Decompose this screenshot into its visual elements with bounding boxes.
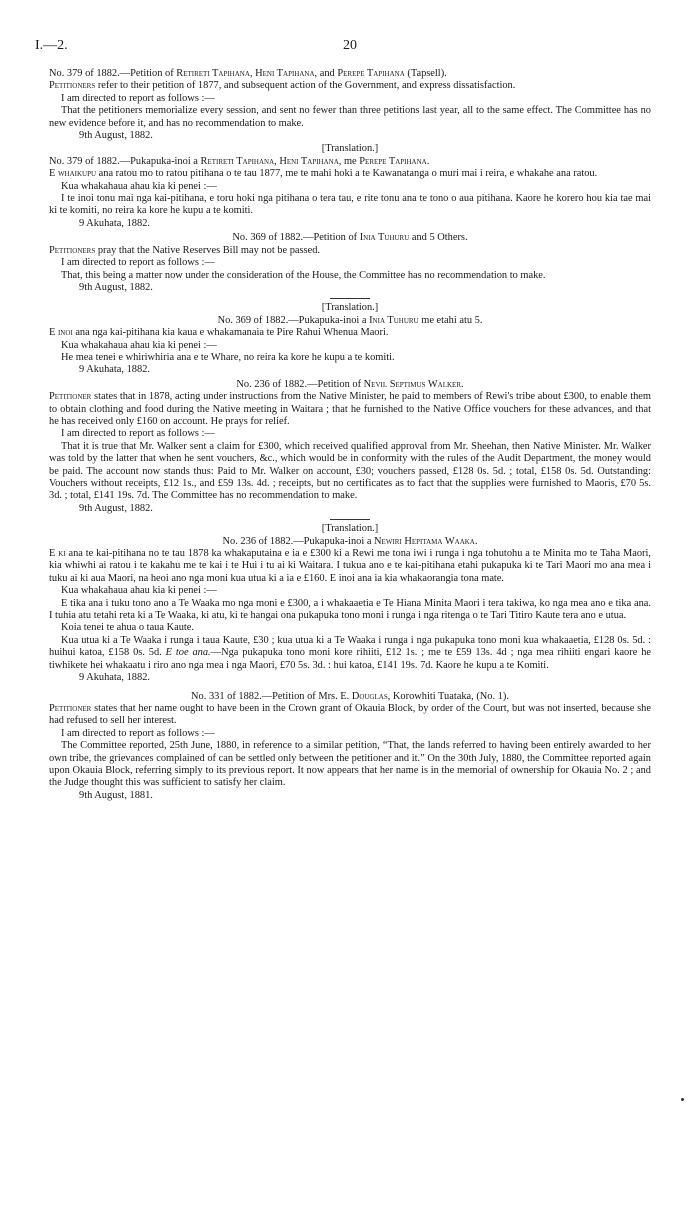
petition-331: [49, 691, 651, 803]
translation-369: [49, 315, 651, 377]
committee-report: The Committee reported, 25th June, 1880, in reference to a similar petition, “That, the lands referred to having been entirely awarded to her own tribe, the grievances complained of can be settled only between the petitioner and it.” On the 30th July, 1880, the Committee reported again upon Okauia Block, referring simply to its previous report. It now appears that her name is in the memorial of ownership for Okauia No. 2 ; and the Judge thought this was sufficient to satisfy her claim.: [49, 740, 651, 789]
report-date: 9 Akuhata, 1882.: [79, 672, 150, 684]
petition-369: [49, 232, 651, 294]
translation-379: [49, 156, 651, 230]
committee-report: That it is true that Mr. Walker sent a claim for £300, which received qualified approval from Mr. Sheehan, then Native Minister. Mr. Walker was told by the latter that when he sent vouchers, &c., which would be in conformity with the rules of the Audit Department, the money would be paid. The account now stands thus: Paid to Mr. Walker on account, £30; vouchers passed, £128 0s. 5d. ; total, £158 0s. 5d. Outstanding: Vouchers without receipts, £12 1s., and £59 13s. 4d. ; receipts, but no certificates as to fact that the supplies were furnished to Maoris, £70 5s. 3d. ; total, £141 19s. 7d. The Committee has no recommendation to make.: [49, 440, 651, 502]
report-date: 9th August, 1882.: [79, 281, 153, 293]
directed-line: I am directed to report as follows :—: [61, 428, 215, 440]
translation-236: [49, 536, 651, 685]
petition-236: [49, 379, 651, 515]
translation-title: No. 379 of 1882.—Pukapuka-inoi a Retireti Tapihana, Heni Tapihana, me Perepe Tapihana.: [49, 155, 430, 167]
page-number: 20: [343, 38, 357, 53]
petition-title: No. 369 of 1882.—Petition of Inia Tuhuru and 5 Others.: [232, 232, 468, 244]
section-divider: [330, 519, 370, 520]
petition-statement: Petitioner states that her name ought to have been in the Crown grant of Okauia Block, by order of the Court, but was not inserted, because she had refused to sell her interest.: [49, 702, 651, 727]
committee-report: That, this being a matter now under the consideration of the House, the Committee has no recommendation to make.: [61, 269, 546, 281]
petition-title: No. 331 of 1882.—Petition of Mrs. E. Douglas, Korowhiti Tuataka, (No. 1).: [191, 690, 509, 702]
report-date: 9 Akuhata, 1882.: [79, 364, 150, 376]
translation-label: [Translation.]: [321, 523, 379, 535]
petition-title: No. 236 of 1882.—Petition of Nevil Septimus Walker.: [236, 378, 464, 390]
translation-label: [Translation.]: [321, 143, 379, 155]
margin-speck: [681, 1098, 684, 1101]
translation-statement: E ki ana te kai-pitihana no te tau 1878 ka whakaputaina e ia e £300 ki a Rewi me tona iwi i runga i nga tohutohu a te Minita mo te Taha Maori, kia whiwhi ai ratou i te kakahu me te kai i te Hui i tu ai ki Waitara. I tukua ano e te kai-pitihana etahi pukapuka ki te Tari Maori mo ana mea i tuku ai ki aua Maori, na heoi ano nga moni kua utua ki a ia e £160. E inoi ana ia kia whakaorangia tona mate.: [49, 548, 651, 584]
report-date: 9th August, 1882.: [79, 502, 153, 514]
petition-statement: Petitioners pray that the Native Reserves Bill may not be passed.: [49, 244, 321, 256]
directed-line: I am directed to report as follows :—: [61, 257, 215, 269]
page-content: [49, 68, 651, 802]
committee-report: He mea tenei e whiriwhiria ana e te Whare, no reira ka kore he kupu a te komiti.: [61, 351, 395, 363]
directed-line: Kua whakahaua ahau kia ki penei :—: [61, 339, 217, 351]
translation-title: No. 369 of 1882.—Pukapuka-inoi a Inia Tuhuru me etahi atu 5.: [217, 314, 483, 326]
directed-line: Kua whakahaua ahau kia ki penei :—: [61, 585, 217, 597]
document-reference: I.—2.: [35, 38, 68, 53]
translation-label: [Translation.]: [321, 302, 379, 314]
report-date: 9 Akuhata, 1882.: [79, 217, 150, 229]
petition-statement: Petitioners refer to their petition of 1877, and subsequent action of the Government, and express dissatisfaction.: [49, 80, 516, 92]
page-header: [35, 40, 665, 56]
petition-title: No. 379 of 1882.—Petition of Retireti Tapihana, Heni Tapihana, and Perepe Tapihana (Tapsell).: [49, 68, 447, 79]
committee-report-note: Koia tenei te ahua o taua Kaute.: [61, 622, 194, 634]
committee-report: E tika ana i tuku tono ano a Te Waaka mo nga moni e £300, a i whakaaetia e Te Hiana Minita Maori i tera takiwa, ko nga mea ano e tika ana. I tuhia atu tetahi reta ki a Te Waaka, ki atu, ki te hangai ona pukapuka tono moni i runga i nga ritenga o te Tari Titiro Kaute tera ano e utua.: [49, 597, 651, 622]
translation-title: No. 236 of 1882.—Pukapuka-inoi a Newiri Hepitama Waaka.: [222, 535, 478, 547]
committee-report-accounts: Kua utua ki a Te Waaka i runga i taua Kaute, £30 ; kua utua ki a Te Waaka i runga i nga pukapuka tono moni kua whakaaetia, £128 0s. 5d. : huihui katoa, £158 0s. 5d. E toe ana.—Nga pukapuka tono moni kore rihiiti, £12 1s. ; me te £59 13s. 4d ; nga mea rihiiti engari kaore he tiwhikete hei whakaatu i riro ano nga mea i nga Maori, £70 5s. 3d. : hui katoa, £141 19s. 7d. Kaore he kupu a te Komiti.: [49, 634, 652, 671]
translation-statement: E inoi ana nga kai-pitihana kia kaua e whakamanaia te Pire Rahui Whenua Maori.: [49, 327, 389, 339]
section-divider: [330, 298, 370, 299]
translation-statement: E whaikupu ana ratou mo to ratou pitihana o te tau 1877, me te mahi hoki a te Kawanatanga o muri mai i reira, e whakahe ana ratou.: [49, 168, 598, 180]
directed-line: Kua whakahaua ahau kia ki penei :—: [61, 180, 217, 192]
committee-report: That the petitioners memorialize every session, and sent no fewer than three petitions last year, all to the same effect. The Committee has no new evidence before it, and has no recommendation to make.: [49, 105, 651, 129]
petition-statement: Petitioner states that in 1878, acting under instructions from the Native Minister, he paid to members of Rewi's tribe about £300, to enable them to obtain clothing and food during the Native meeting in Waitara ; that he furnished to the Native Office vouchers for these advances, and that he has received only £160 on account. He prays for relief.: [49, 391, 651, 427]
report-date: 9th August, 1882.: [79, 130, 153, 142]
committee-report: I te inoi tonu mai nga kai-pitihana, e toru hoki nga pitihana o tera tau, e rite tonu ana te tono o aua pitihana. Kaore he korero hou kia tae mai ki te komiti, no reira ka kore he kupu a te komiti.: [49, 193, 651, 217]
report-date: 9th August, 1881.: [79, 789, 153, 801]
petition-379: [49, 68, 651, 142]
directed-line: I am directed to report as follows :—: [61, 92, 215, 104]
directed-line: I am directed to report as follows :—: [61, 727, 215, 739]
